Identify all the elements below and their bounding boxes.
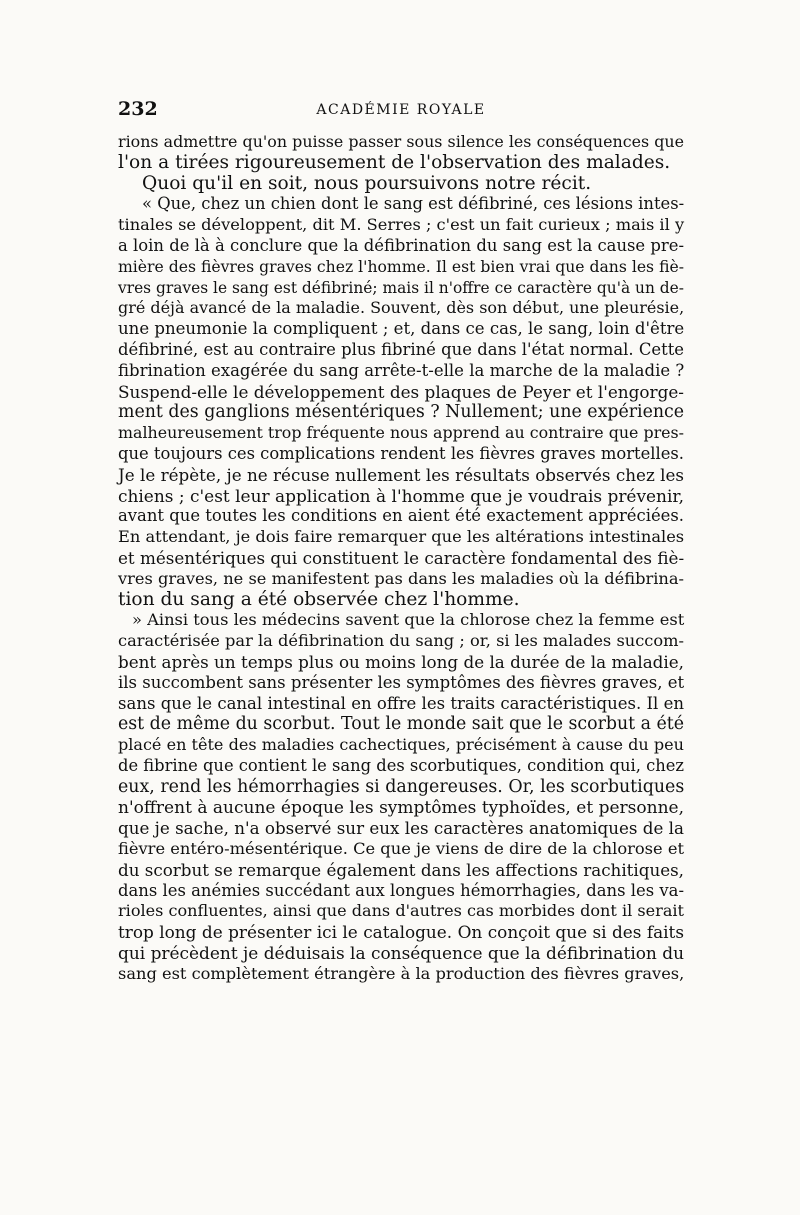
page-header [118, 98, 684, 128]
text-line: de fibrine que contient le sang des scorbutiques, condition qui, chez [118, 755, 684, 775]
text-line: malheureusement trop fréquente nous apprend au contraire que pres- [118, 423, 684, 443]
text-line: Suspend-elle le développement des plaques de Peyer et l'engorge- [118, 381, 684, 402]
page-number: 232 [118, 98, 158, 120]
body-text [118, 132, 684, 985]
text-line: vres graves, ne se manifestent pas dans les maladies où la défibrina- [118, 568, 684, 588]
text-line: est de même du scorbut. Tout le monde sait que le scorbut a été [118, 714, 685, 735]
text-line: mière des fièvres graves chez l'homme. Il est bien vrai que dans les fiè- [118, 257, 684, 276]
text-line: fièvre entéro-mésentérique. Ce que je viens de dire de la chlorose et [118, 839, 684, 859]
text-line: gré déjà avancé de la maladie. Souvent, dès son début, une pleurésie, [118, 298, 685, 318]
paragraph [118, 194, 684, 610]
paragraph [118, 610, 684, 984]
text-line: sans que le canal intestinal en offre les traits caractéristiques. Il en [118, 693, 684, 713]
text-line: Je le répète, je ne récuse nullement les résultats observés chez les [118, 464, 684, 485]
text-line: dans les anémies succédant aux longues hémorrhagies, dans les va- [118, 880, 684, 900]
text-line: une pneumonie la compliquent ; et, dans ce cas, le sang, loin d'être [118, 319, 685, 339]
text-line: que je sache, n'a observé sur eux les caractères anatomiques de la [118, 818, 684, 839]
text-line: placé en tête des maladies cachectiques, précisément à cause du peu [118, 735, 684, 755]
text-line: bent après un temps plus ou moins long de la durée de la maladie, [118, 651, 684, 672]
text-line: « Que, chez un chien dont le sang est défibriné, ces lésions intes- [142, 194, 685, 214]
text-line: rions admettre qu'on puisse passer sous silence les conséquences que [118, 132, 684, 151]
text-line: eux, rend les hémorrhagies si dangereuses. Or, les scorbutiques [118, 776, 685, 797]
text-line: l'on a tirées rigoureusement de l'observation des malades. [118, 151, 671, 173]
text-line: tion du sang a été observée chez l'homme. [118, 588, 520, 610]
text-line: du scorbut se remarque également dans les affections rachitiques, [118, 859, 684, 880]
running-title: ACADÉMIE ROYALE [316, 102, 486, 118]
text-line: trop long de présenter ici le catalogue. On conçoit que si des faits [118, 922, 684, 943]
text-line: ment des ganglions mésentériques ? Nullement; une expérience [118, 402, 685, 423]
text-line: tinales se développent, dit M. Serres ; c'est un fait curieux ; mais il y [118, 215, 685, 235]
text-line: et mésentériques qui constituent le caractère fondamental des fiè- [118, 547, 685, 568]
text-line: sang est complètement étrangère à la production des fièvres graves, [118, 963, 685, 983]
text-line: n'offrent à aucune époque les symptômes typhoïdes, et personne, [118, 797, 684, 818]
text-line: vres graves le sang est défibriné; mais il n'offre ce caractère qu'à un de- [118, 278, 684, 297]
text-line: ils succombent sans présenter les symptômes des fièvres graves, et [118, 672, 685, 692]
text-line: caractérisée par la défibrination du sang ; or, si les malades succom- [118, 631, 684, 651]
text-line: défibriné, est au contraire plus fibriné que dans l'état normal. Cette [118, 339, 684, 359]
text-line: que toujours ces complications rendent les fièvres graves mortelles. [118, 443, 685, 463]
text-line: » Ainsi tous les médecins savent que la chlorose chez la femme est [132, 610, 685, 630]
paragraph [118, 174, 684, 195]
text-line: qui précèdent je déduisais la conséquence que la défibrination du [118, 943, 684, 964]
text-line: avant que toutes les conditions en aient été exactement appréciées. [118, 506, 684, 526]
text-line: rioles confluentes, ainsi que dans d'autres cas morbides dont il serait [118, 901, 684, 921]
text-line: En attendant, je dois faire remarquer que les altérations intestinales [118, 527, 685, 547]
text-line: fibrination exagérée du sang arrête-t-elle la marche de la maladie ? [118, 360, 685, 380]
text-line: Quoi qu'il en soit, nous poursuivons notre récit. [142, 172, 592, 194]
text-line: a loin de là à conclure que la défibrination du sang est la cause pre- [118, 235, 684, 255]
paragraph [118, 132, 684, 174]
text-line: chiens ; c'est leur application à l'homme que je voudrais prévenir, [118, 485, 684, 506]
